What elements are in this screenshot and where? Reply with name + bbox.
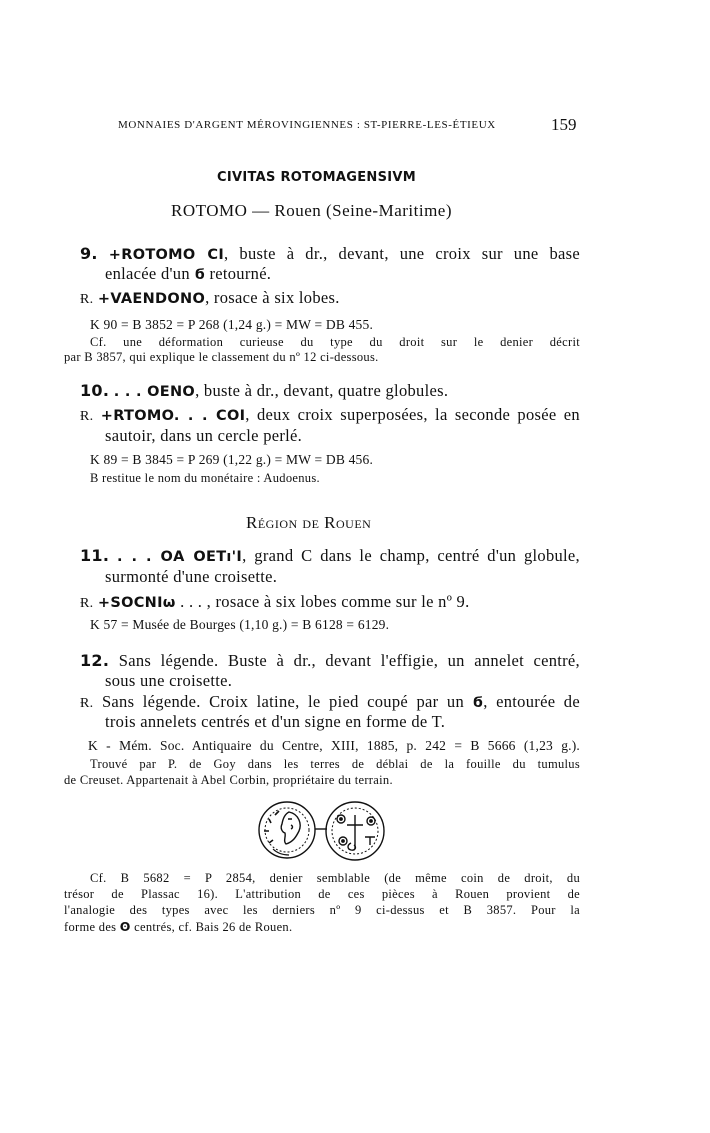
- coin-obverse: [259, 802, 315, 858]
- coin-reverse: [326, 802, 384, 860]
- entry-text: , buste à dr., devant, une croix sur une base: [224, 244, 580, 263]
- entry-11-reverse: [80, 592, 470, 612]
- entry-text: Sans légende. Croix latine, le pied coupé par un: [101, 692, 473, 711]
- section-title: Région de Rouen: [246, 513, 372, 532]
- entry-11-reference: K 57 = Musée de Bourges (1,10 g.) = B 6128 = 6129.: [90, 617, 390, 632]
- section-title: CIVITAS ROTOMAGENSIVM: [217, 170, 416, 185]
- entry-12-reference: K - Mém. Soc. Antiquaire du Centre, XIII, 1885, p. 242 = B 5666 (1,23 g.).: [88, 738, 580, 753]
- entry-text: , buste à dr., devant, quatre globules.: [195, 381, 449, 400]
- entry-12-note-line2: de Creuset. Appartenait à Abel Corbin, propriétaire du terrain.: [64, 773, 393, 787]
- entry-10-reverse: [80, 405, 580, 425]
- entry-12-reverse-line2: trois annelets centrés et d'un signe en forme de T.: [105, 712, 446, 731]
- entry-12-note-line1: Trouvé par P. de Goy dans les terres de déblai de la fouille du tumulus: [90, 757, 580, 771]
- entry-12-line2: sous une croisette.: [105, 671, 233, 690]
- reverse-mark: Ɍ.: [80, 409, 94, 424]
- entry-text: , deux croix superposées, la seconde posée en: [245, 405, 580, 424]
- entry-12-reverse: [80, 692, 580, 712]
- entry-text: , grand C dans le champ, centré d'un globule,: [242, 546, 580, 565]
- entry-10-reference: K 89 = B 3845 = P 269 (1,22 g.) = MW = DB 456.: [90, 452, 374, 467]
- entry-number: 9.: [80, 244, 98, 263]
- reverse-mark: Ɍ.: [80, 696, 94, 711]
- running-title: MONNAIES D'ARGENT MÉROVINGIENNES : ST-PIERRE-LES-ÉTIEUX: [118, 119, 496, 131]
- centred-circle-glyph: ʘ: [119, 919, 131, 934]
- entry-number: 12.: [80, 651, 110, 670]
- reverse-legend: +VAENDONO: [97, 291, 206, 307]
- entry-9-note-line1: Cf. une déformation curieuse du type du droit sur le denier décrit: [90, 335, 580, 349]
- section-subtitle: ROTOMO — Rouen (Seine-Maritime): [171, 201, 453, 220]
- footnote-line1: Cf. B 5682 = P 2854, denier semblable (de même coin de droit, du: [90, 871, 580, 885]
- entry-9-line2: [105, 264, 271, 284]
- coin-legend: . . . OENO: [113, 384, 196, 400]
- entry-text: , entourée de: [483, 692, 580, 711]
- entry-9-reference: K 90 = B 3852 = P 268 (1,24 g.) = MW = DB 455.: [90, 317, 374, 332]
- entry-10-line1: [80, 381, 448, 401]
- footnote-line3: l'analogie des types avec les derniers nº 9 ci-dessus et B 3857. Pour la: [64, 903, 580, 917]
- footnote-line4: forme des ʘ centrés, cf. Bais 26 de Rouen.: [64, 919, 293, 934]
- entry-9-line1: [80, 244, 580, 264]
- coin-illustration: [255, 797, 395, 863]
- entry-number: 10.: [80, 381, 110, 400]
- entry-text: . . . , rosace à six lobes comme sur le nº 9.: [175, 592, 470, 611]
- entry-number: 11.: [80, 546, 110, 565]
- entry-12-line1: [80, 651, 580, 671]
- reverse-mark: Ɍ.: [80, 596, 94, 611]
- reverse-legend: +RTOMO. . . COI: [100, 408, 246, 424]
- reverse-mark: Ɍ.: [80, 292, 94, 307]
- coin-legend: . . . ОA OETı'I: [117, 549, 243, 565]
- entry-11-line1: [80, 546, 580, 566]
- entry-text: retourné.: [205, 264, 272, 283]
- coin-legend: +ROTOMO CI: [108, 247, 225, 263]
- entry-text: Sans légende. Buste à dr., devant l'effigie, un annelet centré,: [118, 651, 580, 670]
- footnote-line2: trésor de Plassac 16). L'attribution de ces pièces à Rouen provient de: [64, 887, 580, 901]
- entry-text: , rosace à six lobes.: [205, 288, 340, 307]
- page-number: 159: [551, 115, 577, 134]
- reverse-legend: +SOCNIω: [97, 595, 176, 611]
- entry-text: enlacée d'un: [105, 264, 195, 283]
- glyph: ϭ: [194, 267, 206, 283]
- entry-10-note: B restitue le nom du monétaire : Audoenus.: [90, 471, 320, 485]
- entry-10-line2: sautoir, dans un cercle perlé.: [105, 426, 303, 445]
- entry-9-note-line2: par B 3857, qui explique le classement du nº 12 ci-dessous.: [64, 350, 379, 364]
- entry-9-reverse: [80, 288, 340, 308]
- glyph: ϭ: [472, 695, 484, 711]
- entry-11-line2: surmonté d'une croisette.: [105, 567, 278, 586]
